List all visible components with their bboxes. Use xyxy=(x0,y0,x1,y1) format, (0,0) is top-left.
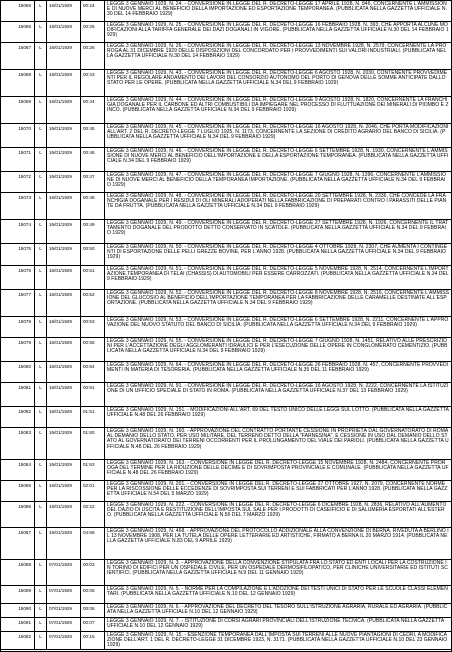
record-description: LEGGE 3 GENNAIO 1929, N. 50. - CONVERSIONE IN LEGGE DEL R. DECRETO-LEGGE 4 OTTOBRE 1928, N. 2307, CHE AUMENTA I CONTINGENTI DI ESPORTAZIONE DELLE PELLI GREZZE BOVINE, PER L'ANNO 1928. (PUBBLICATA NELLA GAZZETTA UFFICIALE N.34 DEL 9 FEBBRAIO 1929) xyxy=(107,244,448,261)
record-code: 01:60 xyxy=(81,428,105,459)
record-number: 15068 xyxy=(1,70,35,96)
record-type: L xyxy=(35,338,47,361)
record-description: LEGGE 3 GENNAIO 1929, N. 51. - CONVERSIONE IN LEGGE DEL R. DECRETO-LEGGE 5 NOVEMBRE 1928, N. 2514, CONCERNENTE L'IMPORTAZIONE TEMPORANEA DI TELAI (CHASSIS) DI AUTOMOBILI PER ESSERE CARROZZATI. (PUBBLICATA NELLA GAZZETTA UFFICIALE N.34 DEL 9 FEBBRAIO 1929) xyxy=(107,266,449,283)
record-type: L xyxy=(35,193,47,219)
record-description: LEGGE 3 GENNAIO 1929, N. 47. - CONVERSIONE IN LEGGE DEL R. DECRETO-LEGGE 7 GIUGNO 1928, N. 1396, CONCERNENTE L'AMMISSIONE DI NUOVE MERCI AL BENEFICIO DELLA TEMPORANEA IMPORTAZIONE. (PUBBLICATA NELLA GAZZETTA UFFICIALE N.34 DEL 9 FEBBRAIO 1929) xyxy=(107,172,446,189)
table-row xyxy=(1,70,451,97)
table-row xyxy=(1,172,451,193)
record-type: L xyxy=(35,407,47,427)
record-code: 00:53 xyxy=(81,317,105,337)
record-type: L xyxy=(35,560,47,585)
record-date: 07/01/1929 xyxy=(47,618,81,631)
record-number: 15075 xyxy=(1,244,35,265)
record-code: 00:47 xyxy=(81,172,105,192)
record-type: L xyxy=(35,266,47,289)
record-code: 00:51 xyxy=(81,266,105,289)
record-number: 15077 xyxy=(1,290,35,316)
record-type: L xyxy=(35,1,47,21)
record-number: 15083 xyxy=(1,428,35,459)
record-type: L xyxy=(35,618,47,631)
record-number: 15073 xyxy=(1,193,35,219)
table-row xyxy=(1,290,451,317)
record-type: L xyxy=(35,172,47,192)
table-row xyxy=(1,502,451,528)
record-number: 15085 xyxy=(1,481,35,501)
record-number: 15065 xyxy=(1,1,35,21)
record-number: 15067 xyxy=(1,43,35,69)
record-code: 00:03 xyxy=(81,560,105,585)
table-row xyxy=(1,362,451,383)
record-type: L xyxy=(35,97,47,123)
table-row xyxy=(1,266,451,290)
record-description: LEGGE 3 GENNAIO 1929, N. 5. - NORME PER LA COMPILAZIONE E L'ADOZIONE DEI TESTI UNICI DI STATO PER LE SCUOLE CLASSI ELEMENTARI. (PUBBLICATA NELLA GAZZETTA UFFICIALE N.10 DEL 12 GENNAIO 1929) xyxy=(107,586,448,598)
record-type: L xyxy=(35,43,47,69)
record-code: 00:26 xyxy=(81,43,105,69)
record-type: L xyxy=(35,528,47,559)
record-description: LEGGE 3 GENNAIO 1929, N. 64. - CONVERSIONE IN LEGGE DEL R. DECRETO-LEGGE 26 FEBBRAIO 1928, N. 457, CONCERNENTE PROVVEDIMENTI IN MATERIA DI TESORERIA. (PUBBLICATA NELLA GAZZETTA UFFICIALE N.35 DEL 11 FEBBRAIO 1929) xyxy=(107,362,449,374)
record-date: 16/01/1929 xyxy=(47,266,81,289)
record-date: 07/01/1929 xyxy=(47,560,81,585)
record-number: 15076 xyxy=(1,266,35,289)
table-row xyxy=(1,460,451,481)
record-date: 16/01/1929 xyxy=(47,338,81,361)
record-code: 01:63 xyxy=(81,460,105,480)
record-type: L xyxy=(35,586,47,603)
record-date: 16/01/1929 xyxy=(47,22,81,42)
table-row xyxy=(1,632,451,650)
record-type: L xyxy=(35,604,47,617)
record-description: LEGGE 3 GENNAIO 1929, N. 26. - CONVERSIONE IN LEGGE DEL R. DECRETO-LEGGE 13 NOVEMBRE 1928, N. 2579, CONCERNENTE LA PROROGA AL 31 DICEMBRE 1929 DELLE DISPOSIZIONI DEL CONCORDATO PER I PROVVEDIMENTI SUI VALORI INDUSTRIALI. (PUBBLICATA NELLA GAZZETTA UFFICIALE N.30 DEL 14 FEBBRAIO 1929) xyxy=(107,43,447,60)
record-date: 16/01/1929 xyxy=(47,172,81,192)
record-date: 16/01/1929 xyxy=(47,244,81,265)
record-date: 07/01/1929 xyxy=(47,586,81,603)
record-description: LEGGE 3 GENNAIO 1929, N. 45. - CONVERSIONE IN LEGGE DEL R. DECRETO-LEGGE 16 AGOSTO 1928, N. 2046, CHE PORTA MODIFICAZIONI ALL'ART. 2 DEL R. DECRETO-LEGGE 7 LUGLIO 1925, N. 1173, CONCERNENTE LA SEZIONE DI CREDITO AGRARIO DEL BANCO DI SICILIA. (PUBBLICATA NELLA GAZZETTA UFFICIALE N.34 DEL 9 FEBBRAIO 1929) xyxy=(107,124,449,141)
record-number: 15084 xyxy=(1,460,35,480)
record-type: L xyxy=(35,362,47,382)
record-date: 16/01/1929 xyxy=(47,428,81,459)
record-code: 04:68 xyxy=(81,528,105,559)
table-row xyxy=(1,428,451,460)
record-code: 00:15 xyxy=(81,632,105,649)
record-code: 00:06 xyxy=(81,604,105,617)
record-type: L xyxy=(35,502,47,527)
table-row xyxy=(1,528,451,560)
record-date: 16/01/1929 xyxy=(47,97,81,123)
record-number: 15082 xyxy=(1,407,35,427)
record-number: 15088 xyxy=(1,560,35,585)
record-description: LEGGE 3 GENNAIO 1929, N. 44. - CONVERSIONE IN LEGGE DEL R. DECRETO-LEGGE 9 AGOSTO 1928, N. 1820, CONCERNENTE LA FRANCHIGIA DOGANALE PER IL CARBONE ED ALTRI COMBUSTIBILI DA IMPIEGARE NEL PROCESSO DI FLUTTUAZIONE DEI MINERALI DI PIOMBO E ZINCO. (PUBBLICATA NELLA GAZZETTA UFFICIALE N.34 DEL 9 FEBBRAIO 1929) xyxy=(107,97,449,114)
record-number: 15087 xyxy=(1,528,35,559)
record-description: LEGGE 3 GENNAIO 1929, N. 46. - CONVERSIONE IN LEGGE DEL R. DECRETO-LEGGE 6 SETTEMBRE 1928, N. 1930, CONCERNENTE L'AMMISSIONE DI NUOVE MERCI AL BENEFICIO DELL'IMPORTAZIONE E DELLA ESPORTAZIONE TEMPORANEA. (PUBBLICATA NELLA GAZZETTA UFFICIALE N.34 DEL 9 FEBBRAIO 1929) xyxy=(107,148,449,165)
table-row xyxy=(1,586,451,604)
record-description: LEGGE 3 GENNAIO 1929, N. 55. - CONVERSIONE IN LEGGE DEL R. DECRETO-LEGGE 7 GIUGNO 1928, N. 1451, RELATIVO ALLE PRESCRIZIONI PER L'ACCETTAZIONE DEGLI AGGLOMERANTI IDRAULICI E PER L'ESECUZIONE DELLE OPERE IN CONGLOMERATO CEMENTIZIO. (PUBBLICATA NELLA GAZZETTA UFFICIALE N.34 DEL 9 FEBBRAIO 1929) xyxy=(107,338,448,355)
record-description: LEGGE 3 GENNAIO 1929, N. 53. - CONVERSIONE IN LEGGE DEL R. DECRETO-LEGGE 6 SETTEMBRE 1928, N. 2211, CONCERNENTE L'APPROVAZIONE DEL NUOVO STATUTO DEL BANCO DI SICILIA. (PUBBLICATA NELLA GAZZETTA UFFICIALE N.34 DEL 9 FEBBRAIO 1929) xyxy=(107,317,449,329)
record-code: 00:45 xyxy=(81,124,105,147)
record-code: 00:52 xyxy=(81,290,105,316)
record-type: L xyxy=(35,220,47,243)
record-date: 16/01/1929 xyxy=(47,43,81,69)
record-description: LEGGE 3 GENNAIO 1929, N. 151. - MODIFICAZIONI ALL'ART. 69 DEL TESTO UNICO DELLE LEGGI SUL LOTTO. (PUBBLICATA NELLA GAZZETTA UFFICIALE N.48 DEL 26 FEBBRAIO 1929) xyxy=(107,407,449,419)
record-description: LEGGE 3 GENNAIO 1929, N. 91. - CONVERSIONE IN LEGGE DEL R. DECRETO-LEGGE 16 AGOSTO 1928, N. 2222, CONCERNENTE LA ISTITUZIONE DI UN UFFICIO SPECIALE DI STATO IN ROMA. (PUBBLICATA NELLA GAZZETTA UFFICIALE N.37 DEL 13 FEBBRAIO 1929) xyxy=(107,383,449,395)
record-number: 15079 xyxy=(1,338,35,361)
table-row xyxy=(1,43,451,70)
record-date: 16/01/1929 xyxy=(47,362,81,382)
record-description: LEGGE 3 GENNAIO 1929, N. 201. - CONVERSIONE IN LEGGE DEL R. DECRETO-LEGGE 27 OTTOBRE 1927, N. 2079, CONCERNENTE NORME PER LA RISCOSSIONE DELLE ECCEDENZE DI SOVRIMPOSTA SUI TERRENI E SUI FABBRICATI PER L'ANNO 1928. (PUBBLICATA NELLA GAZZETTA UFFICIALE N.54 DEL 5 MARZO 1929) xyxy=(107,481,448,498)
record-date: 16/01/1929 xyxy=(47,220,81,243)
record-code: 00:44 xyxy=(81,97,105,123)
table-row xyxy=(1,317,451,338)
record-type: L xyxy=(35,383,47,406)
record-type: L xyxy=(35,481,47,501)
record-code: 02:22 xyxy=(81,502,105,527)
record-code: 00:07 xyxy=(81,618,105,631)
record-type: L xyxy=(35,22,47,42)
record-date: 16/01/1929 xyxy=(47,148,81,171)
record-description: LEGGE 3 GENNAIO 1929, N. 222. - CONVERSIONE IN LEGGE DEL R. DECRETO-LEGGE 6 DICEMBRE 1928, N. 2836, RELATIVO ALL'AUMENTO DEL DAZIO DI USCITA E RESTITUZIONE DELL'IMPOSTA SUL SALE PER I PRODOTTI DI CASEIFICIO E DI SALUMERIA ESPORTATI ALL'ESTERO. (PUBBLICATA NELLA GAZZETTA UFFICIALE N.56 DEL 7 MARZO 1929) xyxy=(107,502,447,519)
record-description: LEGGE 3 GENNAIO 1929, N. 24. - CONVERSIONE IN LEGGE DEL R. DECRETO-LEGGE 17 APRILE 1928, N. 846, CONCERNENTE L'AMMISSIONE DI NUOVE MERCI AL BENEFICIO DELLA IMPORTAZIONE ED ESPORTAZIONE TEMPORANEA. (PUBBLICATA NELLA GAZZETTA UFFICIALE N.30 DEL 14 FEBBRAIO 1929) xyxy=(107,1,447,18)
record-type: L xyxy=(35,124,47,147)
record-number: 15081 xyxy=(1,383,35,406)
record-date: 16/01/1929 xyxy=(47,70,81,96)
record-date: 16/01/1929 xyxy=(47,502,81,527)
record-number: 15091 xyxy=(1,618,35,631)
record-description: LEGGE 3 GENNAIO 1929, N. 52. - CONVERSIONE IN LEGGE DEL R. DECRETO-LEGGE 8 NOVEMBRE 1928, N. 2516, CONCERNENTE L'AMMISSIONE DEL GLUCOSIO AL BENEFICIO DELL'IMPORTAZIONE TEMPORANEA PER LA FABBRICAZIONE DELLE CARAMELLE DESTINATE ALL'ESPORTAZIONE. (PUBBLICATA NELLA GAZZETTA UFFICIALE N.34 DEL 9 FEBBRAIO 1929) xyxy=(107,290,450,307)
record-code: 00:24 xyxy=(81,1,105,21)
record-description: LEGGE 3 GENNAIO 1929, N. 163. - CONVERSIONE IN LEGGE DEL R. DECRETO-LEGGE 15 NOVEMBRE 1928, N. 2484, CONCERNENTE PROROGA DEL TERMINE PER LA RIDUZIONE DELLE DECIME E DI SOVRIMPOSTA PROVINCIALE E COMUNALE. (PUBBLICATA NELLA GAZZETTA UFFICIALE N.48 DEL 26 FEBBRAIO 1929) xyxy=(107,460,449,477)
record-description: LEGGE 3 GENNAIO 1929, N. 3. - APPROVAZIONE DELLA CONVENZIONE STIPULATA FRA LO STATO ED ENTI LOCALI PER LA COSTRUZIONE IN TORINO DI EDIFICI PER UN OSPEDALE CIVILE, PER UN OSPEDALE DERMOSIFILOPATICO, PER CLINICHE UNIVERSITARIE ED ISTITUTI SCIENTIFICI. (PUBBLICATA NELLA GAZZETTA UFFICIALE N.9 DEL 11 GENNAIO 1929) xyxy=(107,560,448,577)
record-date: 16/01/1929 xyxy=(47,528,81,559)
record-code: 01:51 xyxy=(81,407,105,427)
record-type: L xyxy=(35,290,47,316)
table-row xyxy=(1,193,451,220)
record-date: 16/01/1929 xyxy=(47,407,81,427)
record-date: 16/01/1929 xyxy=(47,1,81,21)
record-description: LEGGE 3 GENNAIO 1929, N. 160. - APPROVAZIONE DEL CONTRATTO PORTANTE CESSIONE IN PROPRIETÀ DAL GOVERNATORATO DI ROMA AL DEMANIO DELLO STATO, PER USO MILITARE, DEL TERRENO DETTO DELLA "FARNESINA", E CESSIONE IN USO DAL DEMANIO DELLO STATO AL GOVERNATORATO DEI TERRENI OCCORRENTI PER IL PROLUNGAMENTO DEL VIALE DEI PARIOLI. (PUBBLICATA NELLA GAZZETTA UFFICIALE N.48 DEL 26 FEBBRAIO 1929) xyxy=(107,428,449,450)
record-number: 15071 xyxy=(1,148,35,171)
record-number: 15074 xyxy=(1,220,35,243)
table-row xyxy=(1,481,451,502)
record-number: 15092 xyxy=(1,632,35,649)
record-code: 00:05 xyxy=(81,586,105,603)
record-number: 15066 xyxy=(1,22,35,42)
record-date: 16/01/1929 xyxy=(47,481,81,501)
record-code: 00:50 xyxy=(81,244,105,265)
record-code: 00:25 xyxy=(81,22,105,42)
record-date: 07/01/1929 xyxy=(47,604,81,617)
record-date: 07/01/1929 xyxy=(47,632,81,649)
record-date: 16/01/1929 xyxy=(47,193,81,219)
record-number: 15072 xyxy=(1,172,35,192)
table-row xyxy=(1,220,451,244)
table-row xyxy=(1,383,451,407)
record-type: L xyxy=(35,632,47,649)
table-row xyxy=(1,338,451,362)
record-code: 00:48 xyxy=(81,193,105,219)
record-description: LEGGE 3 GENNAIO 1929, N. 48. - CONVERSIONE IN LEGGE DEL R. DECRETO-LEGGE 20 SETTEMBRE 1928, N. 2336, CHE CONCEDE LA FRANCHIGIA DOGANALE PER I RESIDUI DI OLI MINERALI ADOPERATI NELLA FABBRICAZIONE DI PREPARATI CONTRO I PARASSITI DELLE PIANTE DA FRUTTA. (PUBBLICATA NELLA GAZZETTA UFFICIALE N.34 DEL 9 FEBBRAIO 1929) xyxy=(107,193,447,210)
table-row xyxy=(1,1,451,22)
record-number: 15078 xyxy=(1,317,35,337)
record-description: LEGGE 3 GENNAIO 1929, N. 43. - CONVERSIONE IN LEGGE DEL R. DECRETO-LEGGE 6 AGOSTO 1928, N. 2030, CONTENENTE PROVVEDIMENTI PER IL REGOLARE ANDAMENTO DEI LAVORI DEL CONSORZIO AUTONOMO DEL PORTO DI GENOVA DELLE SOMME ANTICIPATE DALLO STATO PER LE OPERE. (PUBBLICATA NELLA GAZZETTA UFFICIALE N.34 DEL 9 FEBBRAIO 1929) xyxy=(107,70,448,87)
table-row xyxy=(1,97,451,124)
record-code: 02:01 xyxy=(81,481,105,501)
record-description: LEGGE 3 GENNAIO 1929, N. 6. - APPROVAZIONE DEL DECRETO DEL TESORO SULL'ISTRUZIONE AGRARIA, RURALE ED AGRARIA. (PUBBLICATA NELLA GAZZETTA UFFICIALE N.10 DEL 12 GENNAIO 1929) xyxy=(107,604,448,616)
table-row xyxy=(1,244,451,266)
record-type: L xyxy=(35,70,47,96)
record-description: LEGGE 3 GENNAIO 1929, N. 15. - ESENZIONE TEMPORANEA DALL'IMPOSTA SUI TERRENI ALLE NUOVE PIANTAGIONI DI CEDRI, A MODIFICAZIONE DELL'ART. 1 DEL R. DECRETO-LEGGE 31 DICEMBRE 1923, N. 3171. (PUBBLICATA NELLA GAZZETTA UFFICIALE N.10 DEL 23 GENNAIO 1929) xyxy=(107,632,448,649)
record-description: LEGGE 3 GENNAIO 1929, N. 468. - APPROVAZIONE DEL PROTOCOLLO ADDIZIONALE ALLA CONVENZIONE DI BERNA, RIVEDUTA A BERLINO IL 13 NOVEMBRE 1908, PER LA TUTELA DELLE OPERE LETTERARIE ED ARTISTICHE, FIRMATO A BERNA IL 20 MARZO 1914. (PUBBLICATA NELLA GAZZETTA UFFICIALE N.83 DEL 9 APRILE 1929) xyxy=(107,528,449,545)
record-code: 00:91 xyxy=(81,383,105,406)
record-description: LEGGE 3 GENNAIO 1929, N. 25. - CONVERSIONE IN LEGGE DEL R. DECRETO-LEGGE 16 FEBBRAIO 1928, N. 393, CHE APPORTA ALCUNE MODIFICAZIONI ALLA TARIFFA GENERALE DEI DAZI DOGANALI IN VIGORE. (PUBBLICATA NELLA GAZZETTA UFFICIALE N.30 DEL 14 FEBBRAIO 1929) xyxy=(107,22,449,39)
table-row xyxy=(1,148,451,172)
record-code: 00:49 xyxy=(81,220,105,243)
record-code: 00:64 xyxy=(81,362,105,382)
record-type: L xyxy=(35,317,47,337)
record-description: LEGGE 3 GENNAIO 1929, N. 7. - ISTITUZIONE DI CORSI AGRARI PROVINCIALI DELL'ISTRUZIONE TECNICA. (PUBBLICATA NELLA GAZZETTA UFFICIALE N.10 DEL 12 GENNAIO 1929) xyxy=(107,618,444,630)
record-description: LEGGE 3 GENNAIO 1929, N. 49. - CONVERSIONE IN LEGGE DEL R. DECRETO-LEGGE 27 SETTEMBRE 1928, N. 1926, CONCERNENTE IL TRATTAMENTO DOGANALE DEL PRODOTTO DETTO CONSERVATO IN SCATOLE. (PUBBLICATA NELLA GAZZETTA UFFICIALE N.34 DEL 9 FEBBRAIO 1929) xyxy=(107,220,449,237)
record-type: L xyxy=(35,428,47,459)
table-row xyxy=(1,604,451,618)
table-row xyxy=(1,124,451,148)
record-date: 16/01/1929 xyxy=(47,317,81,337)
record-number: 15070 xyxy=(1,124,35,147)
record-code: 00:43 xyxy=(81,70,105,96)
record-number: 15089 xyxy=(1,586,35,603)
record-code: 00:55 xyxy=(81,338,105,361)
record-number: 15090 xyxy=(1,604,35,617)
record-date: 16/01/1929 xyxy=(47,124,81,147)
record-number: 15086 xyxy=(1,502,35,527)
record-number: 15080 xyxy=(1,362,35,382)
record-type: L xyxy=(35,148,47,171)
table-row xyxy=(1,618,451,632)
record-date: 16/01/1929 xyxy=(47,290,81,316)
record-number: 15069 xyxy=(1,97,35,123)
record-date: 16/01/1929 xyxy=(47,383,81,406)
table-row xyxy=(1,407,451,428)
table-row xyxy=(1,22,451,43)
record-date: 16/01/1929 xyxy=(47,460,81,480)
record-type: L xyxy=(35,244,47,265)
record-type: L xyxy=(35,460,47,480)
record-code: 00:46 xyxy=(81,148,105,171)
table-row xyxy=(1,560,451,586)
